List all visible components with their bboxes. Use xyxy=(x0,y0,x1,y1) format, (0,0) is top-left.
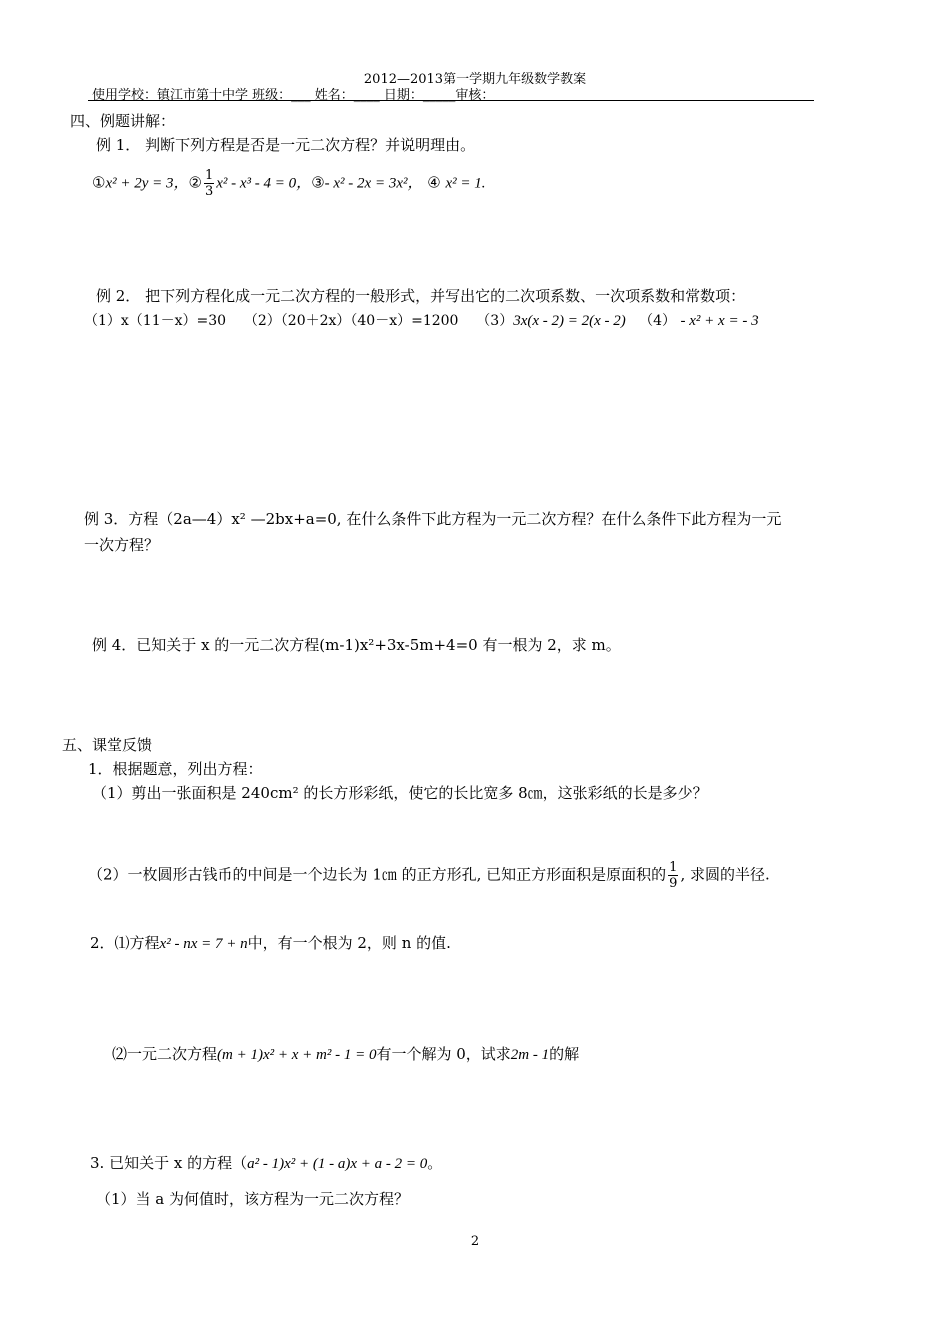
q3-prefix: 3. 已知关于 x 的方程（ xyxy=(90,1154,248,1172)
frac-denominator: 9 xyxy=(669,876,678,891)
example-3-line-1: 例 3．方程（2a—4）x² —2bx+a=0, 在什么条件下此方程为一元二次方程？在什么条件下此方程为一元 xyxy=(84,510,782,528)
document-title: 2012—2013第一学期九年级数学教案 xyxy=(363,72,587,87)
example-1-equations xyxy=(92,168,486,199)
problem-2: （2）（20＋2x）（40－x）=1200 xyxy=(243,313,459,329)
example-1-prompt: 例 1． 判断下列方程是否是一元二次方程？并说明理由。 xyxy=(96,136,476,154)
problem-3-label: （3） xyxy=(476,313,514,329)
circled-2: ② xyxy=(188,173,202,192)
question-2-part-2 xyxy=(112,1043,579,1064)
example-2-problems xyxy=(84,310,759,330)
question-1-sub-2-tail: , 求圆的半径. xyxy=(680,865,770,884)
eq-4: x² = 1. xyxy=(445,175,486,192)
example-4-text: 例 4．已知关于 x 的一元二次方程(m-1)x²+3x-5m+4=0 有一根为 2，求 m。 xyxy=(92,636,621,654)
q2b-expression: 2m - 1 xyxy=(510,1047,550,1063)
eq-2: x² - x³ - 4 = 0， xyxy=(216,175,312,192)
section-5-title: 五、课堂反馈 xyxy=(62,736,153,754)
eq-3: - x² - 2x = 3x²， xyxy=(324,175,423,192)
frac-numerator: 1 xyxy=(669,860,678,875)
frac-numerator: 1 xyxy=(204,168,214,183)
problem-3: 3x(x - 2) = 2(x - 2) xyxy=(513,313,626,329)
header-divider xyxy=(88,100,814,101)
frac-denominator: 3 xyxy=(204,184,214,199)
question-2-part-1 xyxy=(90,932,451,953)
q2b-middle: 有一个解为 0，试求 xyxy=(376,1045,511,1063)
example-2-prompt: 例 2． 把下列方程化成一元二次方程的一般形式，并写出它的二次项系数、一次项系数和常数项： xyxy=(96,287,746,305)
circled-3: ③ xyxy=(311,173,325,192)
q2b-suffix: 的解 xyxy=(549,1045,580,1063)
example-3-line-2: 一次方程？ xyxy=(84,536,160,554)
eq-1: x² + 2y = 3， xyxy=(105,175,189,192)
circled-1: ① xyxy=(92,173,106,192)
question-1-title: 1．根据题意，列出方程： xyxy=(88,760,263,778)
circled-4: ④ xyxy=(427,173,441,192)
problem-4-label: （4） xyxy=(639,313,677,329)
fraction-one-ninth xyxy=(668,860,678,891)
q2a-equation: x² - nx = 7 + n xyxy=(159,936,248,952)
question-3 xyxy=(90,1152,442,1173)
question-1-sub-2-text: （2）一枚圆形古钱币的中间是一个边长为 1㎝ 的正方形孔, 已知正方形面积是原面积的 xyxy=(88,865,667,884)
q2a-prefix: 2．⑴方程 xyxy=(90,934,160,952)
problem-4: - x² + x = - 3 xyxy=(680,313,759,329)
fraction-one-third xyxy=(204,168,214,199)
question-1-sub-1: （1）剪出一张面积是 240cm² 的长方形彩纸，使它的长比宽多 8㎝，这张彩纸的长是多少？ xyxy=(92,784,708,802)
document-header-info: 使用学校：镇江市第十中学 班级：___ 姓名：____ 日期：_____审核： xyxy=(92,88,495,103)
q2b-equation: (m + 1)x² + x + m² - 1 = 0 xyxy=(217,1047,377,1063)
q2a-suffix: 中，有一个根为 2，则 n 的值. xyxy=(247,934,451,952)
page-number: 2 xyxy=(470,1234,480,1249)
problem-1: （1）x（11－x）=30 xyxy=(84,313,227,329)
q3-suffix: 。 xyxy=(427,1154,443,1172)
section-4-title: 四、例题讲解： xyxy=(70,112,176,130)
question-1-sub-2 xyxy=(88,860,770,891)
q3-equation: a² - 1)x² + (1 - a)x + a - 2 = 0 xyxy=(247,1156,428,1172)
question-3-sub-1: （1）当 a 为何值时，该方程为一元二次方程？ xyxy=(96,1190,410,1208)
q2b-prefix: ⑵一元二次方程 xyxy=(112,1045,218,1063)
